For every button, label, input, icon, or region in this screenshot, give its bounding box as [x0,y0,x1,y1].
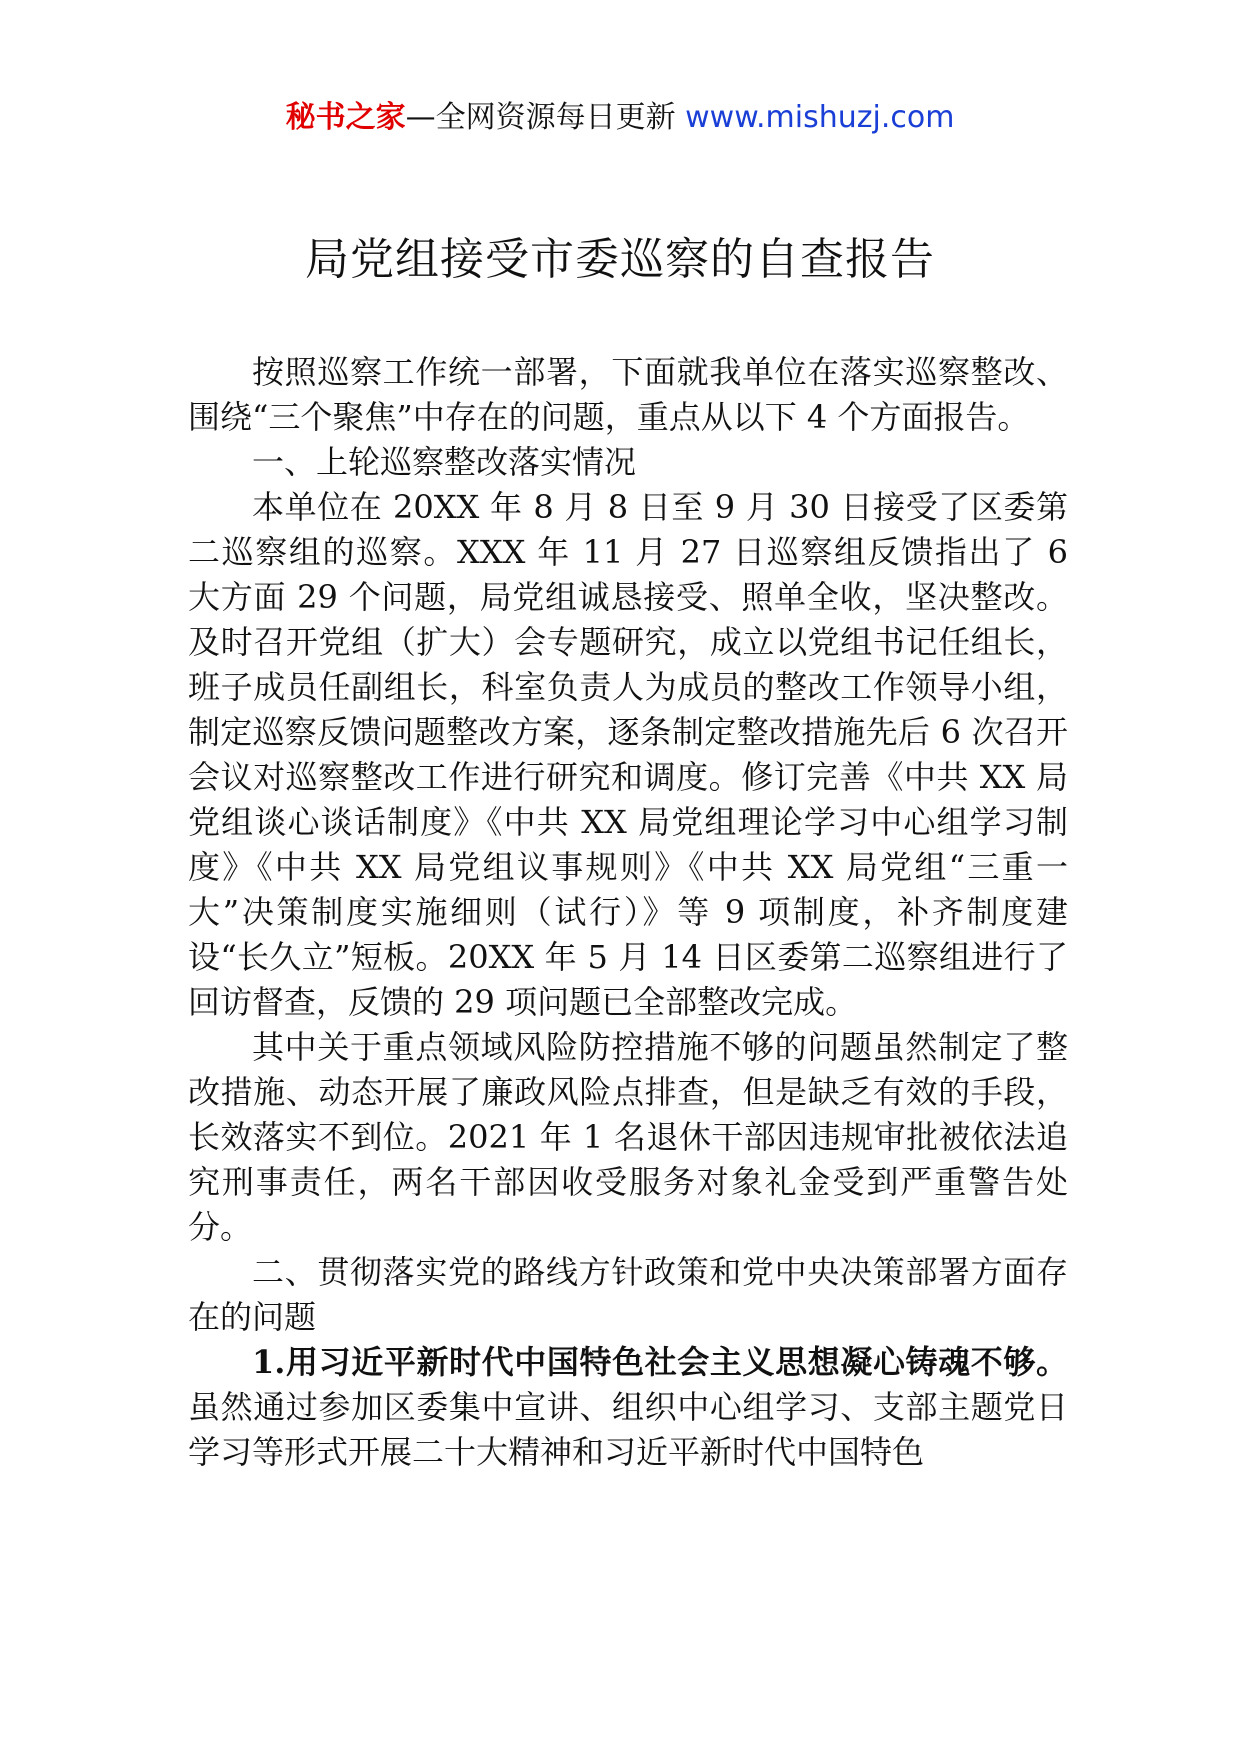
body-paragraph: 本单位在 20XX 年 8 月 8 日至 9 月 30 日接受了区委第二巡察组的巡察。XXX 年 11 月 27 日巡察组反馈指出了 6 大方面 29 个问题，局党组诚恳接受、照单全收，坚决整改。及时召开党组（扩大）会专题研究，成立以党组书记任组长，班子成员任副组长，科室负责人为成员的整改工作领导小组，制定巡察反馈问题整改方案，逐条制定整改措施先后 6 次召开会议对巡察整改工作进行研究和调度。修订完善《中共 XX 局党组谈心谈话制度》《中共 XX 局党组理论学习中心组学习制度》《中共 XX 局党组议事规则》《中共 XX 局党组“三重一大”决策制度实施细则（试行）》等 9 项制度，补齐制度建设“长久立”短板。20XX 年 5 月 14 日区委第二巡察组进行了回访督查，反馈的 29 项问题已全部整改完成。 [188,488,1068,1021]
intro-paragraph: 按照巡察工作统一部署，下面就我单位在落实巡察整改、围绕“三个聚焦”中存在的问题，重点从以下 4 个方面报告。 [188,353,1068,436]
section-heading-2: 二、贯彻落实党的路线方针政策和党中央决策部署方面存在的问题 [188,1253,1068,1336]
subsection-text: 虽然通过参加区委集中宣讲、组织中心组学习、支部主题党日学习等形式开展二十大精神和习近平新时代中国特色 [188,1388,1068,1471]
header-tagline: —全网资源每日更新 [405,100,686,135]
site-header [0,98,1240,138]
document-title: 局党组接受市委巡察的自查报告 [305,234,935,285]
site-url-link[interactable]: www.mishuzj.com [685,100,955,135]
subsection-paragraph [188,1340,1068,1475]
subsection-heading: 1.用习近平新时代中国特色社会主义思想凝心铸魂不够。 [252,1343,1068,1381]
section-heading-1: 一、上轮巡察整改落实情况 [252,443,637,481]
document-body [188,350,1068,1475]
body-paragraph: 其中关于重点领域风险防控措施不够的问题虽然制定了整改措施、动态开展了廉政风险点排查，但是缺乏有效的手段，长效落实不到位。2021 年 1 名退休干部因违规审批被依法追究刑事责任，两名干部因收受服务对象礼金受到严重警告处分。 [188,1028,1068,1246]
brand-name: 秘书之家 [285,100,406,135]
